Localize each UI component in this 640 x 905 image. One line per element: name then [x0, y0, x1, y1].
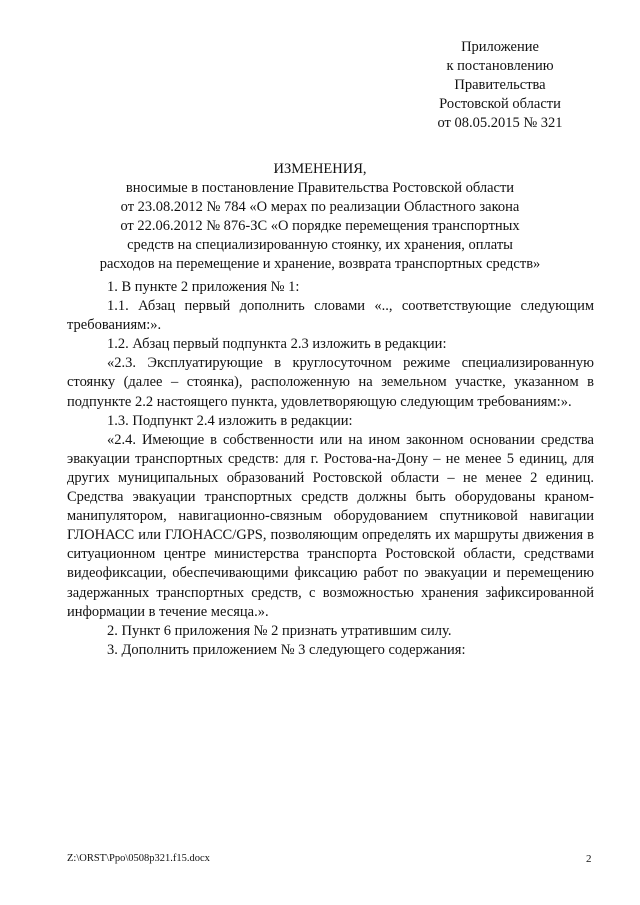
document-title: [60, 160, 580, 274]
paragraph: 3. Дополнить приложением № 3 следующего содержания:: [107, 641, 466, 658]
title-heading: ИЗМЕНЕНИЯ,: [273, 161, 367, 177]
paragraph: «2.4. Имеющие в собственности или на ином законном основании средства эвакуации транспортных средств: для г. Ростова-на-Дону – не менее 5 единиц, для других муниципальных образований Ростовской области – не менее 2 единиц. Средства эвакуации транспортных средств должны быть оборудованы краном-манипулятором, навигационно-связным оборудованием спутниковой навигации ГЛОНАСС или ГЛОНАСС/GPS, позволяющим определять их маршруты движения в ситуационном центре министерства транспорта Ростовской области, средствами видеофиксации, обеспечивающими фиксацию работ по эвакуации и перемещению задержанных транспортных средств, с возможностью хранения зафиксированной информации в течение месяца.».: [67, 431, 594, 620]
title-line: от 22.06.2012 № 876-ЗС «О порядке перемещения транспортных: [120, 218, 520, 234]
paragraph: «2.3. Эксплуатирующие в круглосуточном режиме специализированную стоянку (далее – стоянка), расположенную на земельном участке, указанном в подпункте 2.2 настоящего пункта, удовлетворяющую следующим требованиям:».: [67, 355, 594, 410]
title-line: расходов на перемещение и хранение, возврата транспортных средств»: [99, 256, 541, 272]
page-number: 2: [586, 853, 592, 865]
document-body: [67, 278, 594, 660]
appendix-line: Правительства: [454, 77, 546, 93]
appendix-line: Приложение: [461, 39, 539, 55]
paragraph: 2. Пункт 6 приложения № 2 признать утратившим силу.: [107, 622, 452, 639]
appendix-block: [410, 38, 590, 133]
appendix-line: к постановлению: [446, 58, 554, 74]
appendix-line: Ростовской области: [439, 96, 561, 112]
appendix-line: от 08.05.2015 № 321: [437, 115, 563, 131]
title-line: средств на специализированную стоянку, их хранения, оплаты: [127, 237, 513, 253]
title-line: вносимые в постановление Правительства Ростовской области: [125, 180, 515, 196]
paragraph: 1.2. Абзац первый подпункта 2.3 изложить в редакции:: [107, 336, 447, 353]
paragraph: 1.3. Подпункт 2.4 изложить в редакции:: [107, 412, 353, 429]
paragraph: 1. В пункте 2 приложения № 1:: [107, 279, 300, 295]
paragraph: 1.1. Абзац первый дополнить словами «.., соответствующие следующим требованиям:».: [67, 298, 594, 334]
footer-file-path: Z:\ORST\Ppo\0508p321.f15.docx: [67, 853, 210, 864]
title-line: от 23.08.2012 № 784 «О мерах по реализации Областного закона: [120, 199, 520, 215]
